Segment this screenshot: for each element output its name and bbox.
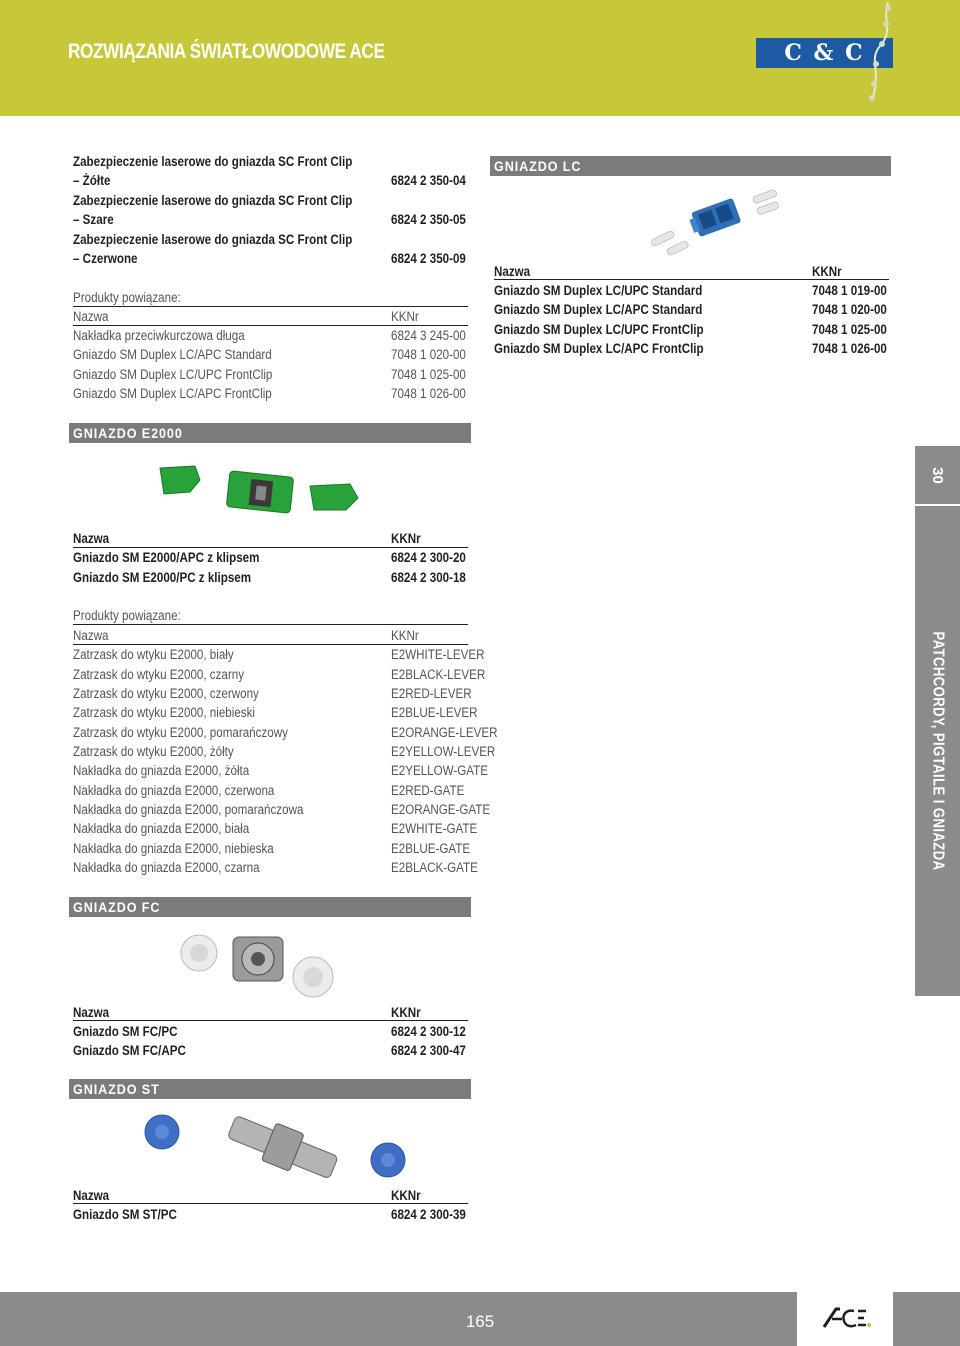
chapter-number: 30 (929, 466, 946, 484)
lc-col-name: Nazwa (494, 264, 531, 279)
e2000-col-kknr: KKNr (391, 531, 421, 546)
list-item-kknr: E2BLUE-GATE (391, 841, 471, 856)
table-row-kknr: 6824 2 300-18 (391, 570, 466, 585)
fc-adapter-image (175, 925, 345, 1005)
table-row: Gniazdo SM E2000/PC z klipsem (73, 570, 252, 585)
e2000-adapter-image (150, 458, 370, 528)
list-item-kknr: E2ORANGE-GATE (391, 802, 491, 817)
table-row: Gniazdo SM Duplex LC/UPC Standard (494, 283, 703, 298)
list-item-kknr: E2YELLOW-LEVER (391, 744, 496, 759)
sc-protect-1-name: Zabezpieczenie laserowe do gniazda SC Front Clip (73, 154, 353, 169)
divider (73, 1020, 468, 1021)
table-row: Gniazdo SM FC/PC (73, 1024, 178, 1039)
list-item: Gniazdo SM Duplex LC/APC Standard (73, 347, 272, 362)
list-item-kknr: E2ORANGE-LEVER (391, 725, 498, 740)
divider (73, 1203, 468, 1204)
sc-protect-2-name2: – Szare (73, 212, 114, 227)
list-item: Gniazdo SM Duplex LC/UPC FrontClip (73, 367, 273, 382)
divider (73, 624, 468, 625)
table-row: Gniazdo SM Duplex LC/UPC FrontClip (494, 322, 704, 337)
sc-protect-1-kknr: 6824 2 350-04 (391, 173, 466, 188)
section-title-fc: GNIAZDO FC (69, 897, 471, 917)
list-item-kknr: 7048 1 020-00 (391, 347, 466, 362)
sc-protect-3-name: Zabezpieczenie laserowe do gniazda SC Front Clip (73, 232, 353, 247)
section-title-st: GNIAZDO ST (69, 1079, 471, 1099)
table-row-kknr: 6824 2 300-12 (391, 1024, 466, 1039)
list-item: Zatrzask do wtyku E2000, czerwony (73, 686, 259, 701)
list-item-kknr: E2WHITE-LEVER (391, 647, 485, 662)
table-row: Gniazdo SM ST/PC (73, 1207, 177, 1222)
fc-col-kknr: KKNr (391, 1005, 421, 1020)
table-row-kknr: 7048 1 020-00 (812, 302, 887, 317)
chapter-label: PATCHCORDY, PIGTAILE I GNIAZDA (929, 631, 947, 871)
page-number: 165 (465, 1312, 495, 1331)
list-item-kknr: E2RED-LEVER (391, 686, 472, 701)
list-item: Nakładka do gniazda E2000, biała (73, 821, 250, 836)
list-item: Zatrzask do wtyku E2000, żółty (73, 744, 234, 759)
list-item: Nakładka przeciwkurczowa długa (73, 328, 245, 343)
list-item-kknr: 7048 1 026-00 (391, 386, 466, 401)
sc-protect-1-name2: – Żółte (73, 173, 111, 188)
list-item-kknr: E2YELLOW-GATE (391, 763, 489, 778)
table-row-kknr: 6824 2 300-20 (391, 550, 466, 565)
list-item-kknr: E2BLUE-LEVER (391, 705, 478, 720)
lc-adapter-image (645, 185, 785, 260)
sc-protect-3-kknr: 6824 2 350-09 (391, 251, 466, 266)
table-row: Gniazdo SM E2000/APC z klipsem (73, 550, 260, 565)
list-item-kknr: 7048 1 025-00 (391, 367, 466, 382)
sc-related-col-name: Nazwa (73, 309, 109, 324)
section-title-lc: GNIAZDO LC (490, 156, 891, 176)
fiber-chain-icon (858, 0, 898, 105)
list-item: Nakładka do gniazda E2000, pomarańczowa (73, 802, 304, 817)
sc-related-col-kknr: KKNr (391, 309, 419, 324)
divider (494, 279, 889, 280)
cc-logo-text: C & C (784, 40, 865, 66)
page-title: ROZWIĄZANIA ŚWIATŁOWODOWE ACE (68, 40, 385, 63)
list-item-kknr: E2BLACK-LEVER (391, 667, 486, 682)
list-item: Zatrzask do wtyku E2000, niebieski (73, 705, 255, 720)
e2000-related-col-kknr: KKNr (391, 628, 419, 643)
st-col-name: Nazwa (73, 1188, 110, 1203)
table-row-kknr: 6824 2 300-47 (391, 1043, 466, 1058)
sc-protect-2-kknr: 6824 2 350-05 (391, 212, 466, 227)
list-item: Zatrzask do wtyku E2000, biały (73, 647, 234, 662)
list-item-kknr: 6824 3 245-00 (391, 328, 466, 343)
list-item-kknr: E2BLACK-GATE (391, 860, 478, 875)
e2000-col-name: Nazwa (73, 531, 110, 546)
st-col-kknr: KKNr (391, 1188, 421, 1203)
sc-protect-2-name: Zabezpieczenie laserowe do gniazda SC Front Clip (73, 193, 353, 208)
list-item: Nakładka do gniazda E2000, żółta (73, 763, 250, 778)
list-item: Zatrzask do wtyku E2000, czarny (73, 667, 245, 682)
fc-col-name: Nazwa (73, 1005, 110, 1020)
section-title-e2000: GNIAZDO E2000 (69, 423, 471, 443)
list-item: Gniazdo SM Duplex LC/APC FrontClip (73, 386, 272, 401)
table-row: Gniazdo SM Duplex LC/APC FrontClip (494, 341, 704, 356)
table-row-kknr: 7048 1 025-00 (812, 322, 887, 337)
list-item: Nakładka do gniazda E2000, czerwona (73, 783, 275, 798)
st-adapter-image (140, 1108, 420, 1188)
list-item-kknr: E2WHITE-GATE (391, 821, 478, 836)
list-item: Nakładka do gniazda E2000, czarna (73, 860, 260, 875)
table-row-kknr: 6824 2 300-39 (391, 1207, 466, 1222)
sc-related-heading: Produkty powiązane: (73, 290, 181, 305)
table-row: Gniazdo SM Duplex LC/APC Standard (494, 302, 703, 317)
list-item: Zatrzask do wtyku E2000, pomarańczowy (73, 725, 288, 740)
list-item-kknr: E2RED-GATE (391, 783, 465, 798)
ace-logo-icon (820, 1305, 872, 1331)
lc-col-kknr: KKNr (812, 264, 842, 279)
table-row-kknr: 7048 1 026-00 (812, 341, 887, 356)
list-item: Nakładka do gniazda E2000, niebieska (73, 841, 274, 856)
table-row: Gniazdo SM FC/APC (73, 1043, 186, 1058)
sc-protect-3-name2: – Czerwone (73, 251, 138, 266)
e2000-related-col-name: Nazwa (73, 628, 109, 643)
e2000-related-heading: Produkty powiązane: (73, 608, 181, 623)
table-row-kknr: 7048 1 019-00 (812, 283, 887, 298)
